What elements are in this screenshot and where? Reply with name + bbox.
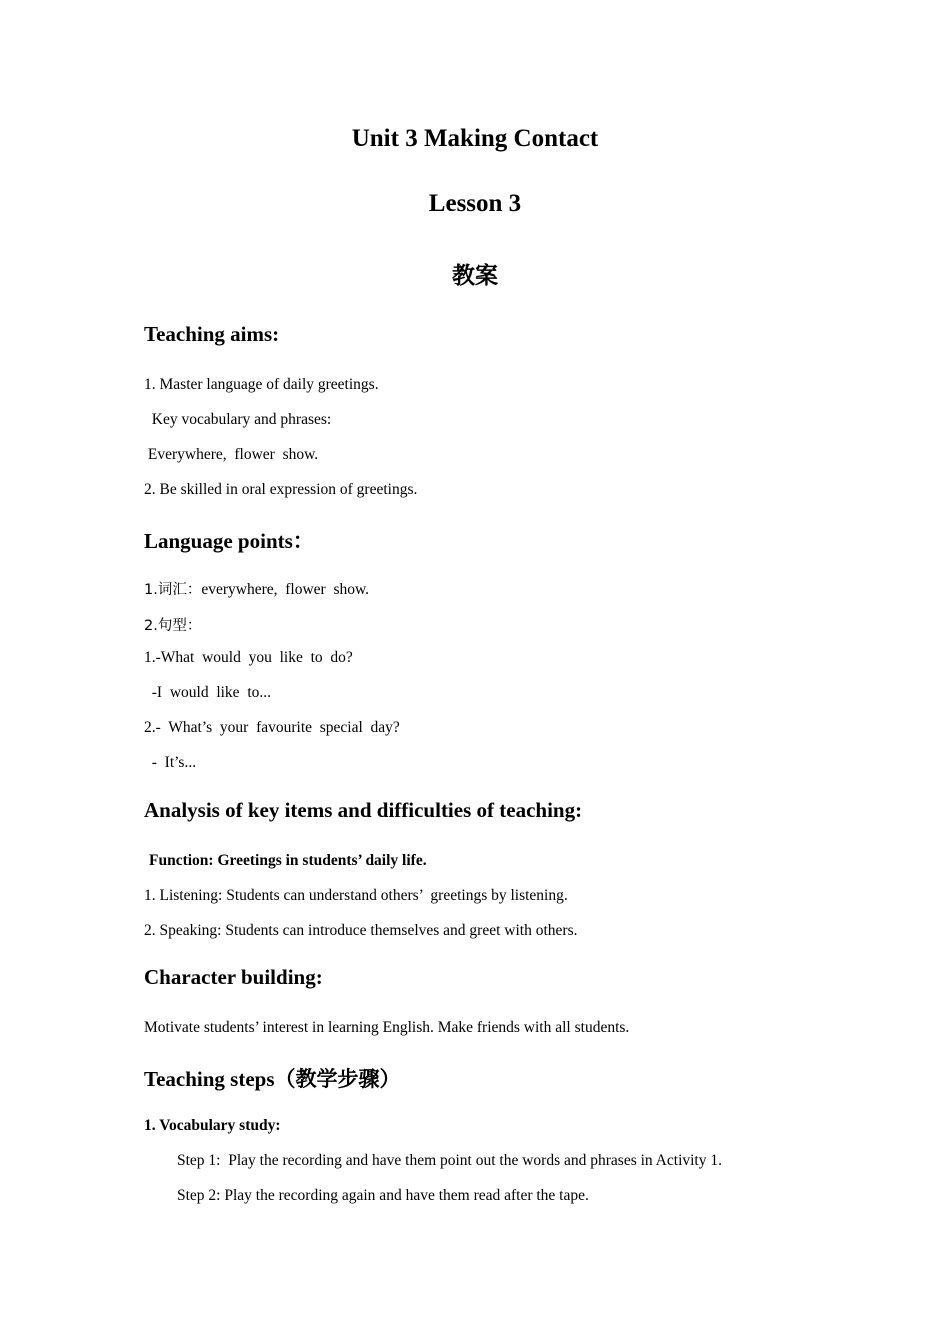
teaching-aims-heading: Teaching aims: — [144, 322, 280, 346]
analysis-heading: Analysis of key items and difficulties of teaching: — [144, 798, 583, 822]
analysis-line: 2. Speaking: Students can introduce themselves and greet with others. — [144, 922, 578, 939]
vocabulary-study-subheading: 1. Vocabulary study: — [144, 1117, 281, 1134]
lesson-title: Lesson 3 — [428, 190, 522, 217]
language-points-heading: Language points： — [144, 529, 314, 553]
step-1: Step 1: Play the recording and have them point out the words and phrases in Activity 1. — [177, 1152, 722, 1169]
teaching-aim-line: 2. Be skilled in oral expression of greetings. — [144, 481, 418, 498]
analysis-line: 1. Listening: Students can understand others’ greetings by listening. — [144, 887, 568, 904]
step-2: Step 2: Play the recording again and have them read after the tape. — [177, 1187, 589, 1204]
vocab-text: everywhere, flower show. — [201, 581, 370, 598]
teaching-aim-line: 1. Master language of daily greetings. — [144, 376, 379, 393]
vocab-prefix: 1.词汇： — [144, 582, 202, 598]
teaching-steps-heading: Teaching steps（教学步骤） — [144, 1067, 401, 1091]
pattern-line: 2.- What’s your favourite special day? — [144, 719, 400, 736]
teaching-aim-line: Everywhere, flower show. — [144, 446, 319, 463]
vocab-line — [144, 578, 369, 599]
document-title: Unit 3 Making Contact — [351, 125, 599, 152]
pattern-line: 1.-What would you like to do? — [144, 649, 353, 666]
character-building-heading: Character building: — [144, 965, 323, 989]
pattern-line: - It’s... — [144, 754, 197, 771]
pattern-line: -I would like to... — [144, 684, 271, 701]
patterns-label: 2.句型： — [144, 618, 202, 634]
document-subtitle: 教案 — [452, 263, 498, 289]
teaching-aim-line: Key vocabulary and phrases: — [144, 411, 332, 428]
function-line: Function: Greetings in students’ daily life. — [149, 852, 427, 869]
character-building-text: Motivate students’ interest in learning English. Make friends with all students. — [144, 1019, 630, 1036]
